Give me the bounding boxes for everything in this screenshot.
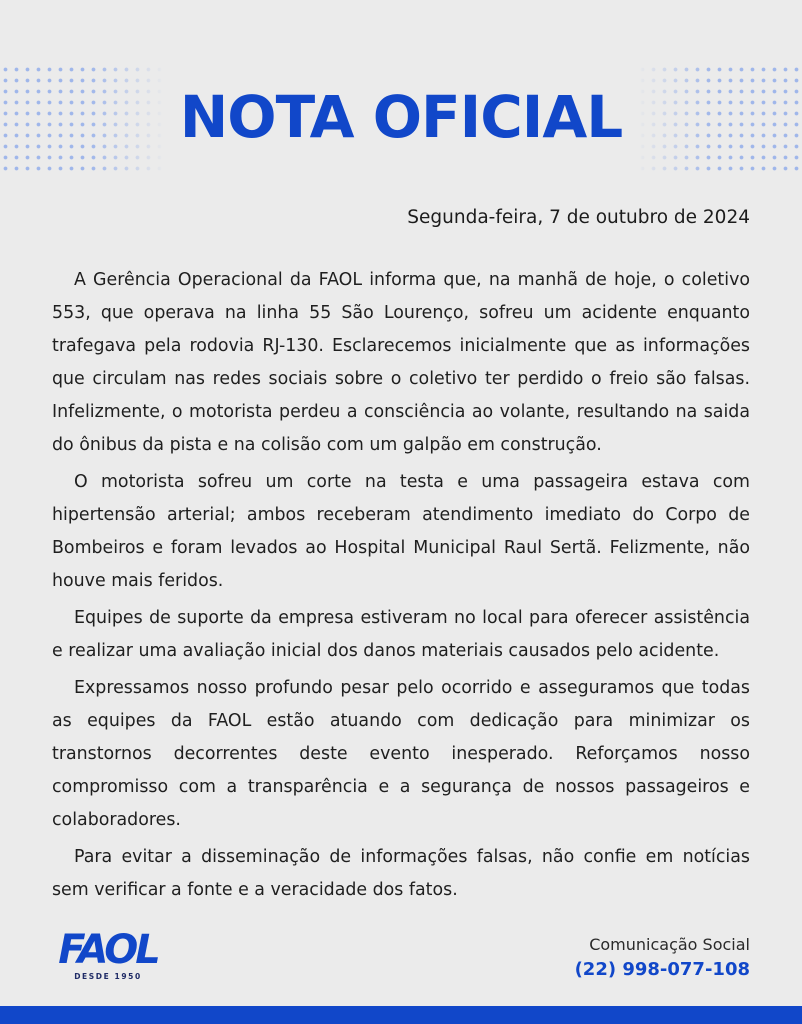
contact-block: [575, 933, 750, 983]
logo-subtitle: DESDE 1950: [74, 972, 142, 981]
document-date: Segunda-feira, 7 de outubro de 2024: [407, 207, 750, 228]
logo-wordmark: FAOL: [58, 927, 158, 973]
contact-label: Comunicação Social: [589, 935, 750, 954]
paragraph-condolences: Expressamos nosso profundo pesar pelo ocorrido e asseguramos que todas as equipes da FAOL estão atuando com dedicação para minimizar os transtornos decorrentes deste evento inesperado. Reforçamos nosso compromisso com a transparência e a segurança de nossos passageiros e colaboradores.: [52, 678, 750, 830]
paragraph-accident: A Gerência Operacional da FAOL informa que, na manhã de hoje, o coletivo 553, que operava na linha 55 São Lourenço, sofreu um acidente enquanto trafegava pela rodovia RJ-130. Esclarecemos inicialmente que as informações que circulam nas redes sociais sobre o coletivo ter perdido o freio são falsas. Infelizmente, o motorista perdeu a consciência ao volante, resultando na saida do ônibus da pista e na colisão com um galpão em construção.: [52, 270, 750, 455]
paragraph-misinformation: Para evitar a disseminação de informações falsas, não confie em notícias sem verificar a fonte e a veracidade dos fatos.: [52, 847, 750, 900]
faol-logo: [52, 927, 164, 981]
paragraph-support: Equipes de suporte da empresa estiveram no local para oferecer assistência e realizar uma avaliação inicial dos danos materiais causados pelo acidente.: [52, 608, 750, 661]
paragraph-injuries: O motorista sofreu um corte na testa e uma passageira estava com hipertensão arterial; ambos receberam atendimento imediato do Corpo de Bombeiros e foram levados ao Hospital Municipal Raul Sertã. Felizmente, não houve mais feridos.: [52, 472, 750, 591]
bottom-bar: [0, 1006, 802, 1024]
statement-body: [52, 264, 750, 911]
page-title: NOTA OFICIAL: [179, 83, 623, 151]
contact-phone: (22) 998-077-108: [574, 959, 750, 980]
